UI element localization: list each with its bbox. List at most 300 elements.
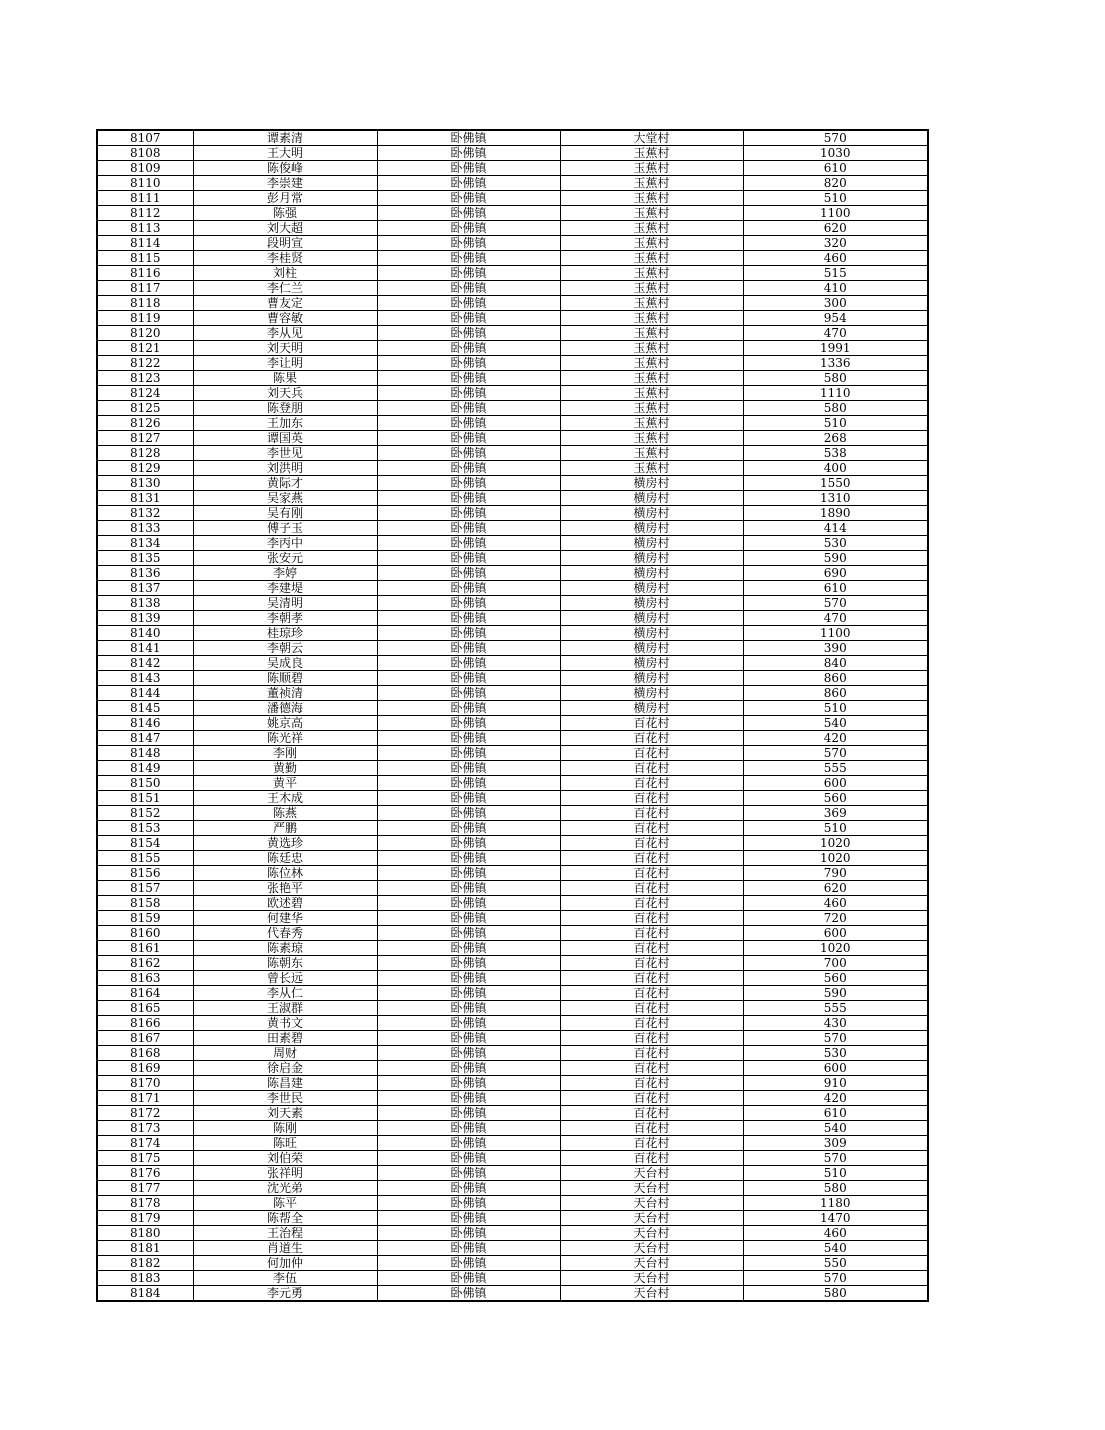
- row-number-cell: 8168: [97, 1046, 193, 1061]
- village-cell: 横房村: [560, 641, 743, 656]
- name-cell: 严鹏: [193, 821, 377, 836]
- row-number-cell: 8119: [97, 311, 193, 326]
- town-cell: 卧佛镇: [377, 130, 560, 146]
- village-cell: 百花村: [560, 821, 743, 836]
- amount-cell: 560: [743, 791, 928, 806]
- row-number-cell: 8164: [97, 986, 193, 1001]
- town-cell: 卧佛镇: [377, 266, 560, 281]
- village-cell: 玉蕉村: [560, 386, 743, 401]
- town-cell: 卧佛镇: [377, 881, 560, 896]
- table-row: [97, 836, 928, 851]
- table-row: [97, 1286, 928, 1302]
- village-cell: 百花村: [560, 1001, 743, 1016]
- table-body: [97, 130, 928, 1301]
- table-row: [97, 401, 928, 416]
- table-row: [97, 311, 928, 326]
- table-row: [97, 911, 928, 926]
- town-cell: 卧佛镇: [377, 761, 560, 776]
- name-cell: 陈燕: [193, 806, 377, 821]
- name-cell: 刘天明: [193, 341, 377, 356]
- village-cell: 百花村: [560, 911, 743, 926]
- amount-cell: 570: [743, 1151, 928, 1166]
- amount-cell: 555: [743, 761, 928, 776]
- amount-cell: 820: [743, 176, 928, 191]
- row-number-cell: 8118: [97, 296, 193, 311]
- row-number-cell: 8178: [97, 1196, 193, 1211]
- row-number-cell: 8139: [97, 611, 193, 626]
- name-cell: 董祯清: [193, 686, 377, 701]
- amount-cell: 580: [743, 1286, 928, 1302]
- table-row: [97, 1001, 928, 1016]
- name-cell: 徐启金: [193, 1061, 377, 1076]
- amount-cell: 410: [743, 281, 928, 296]
- town-cell: 卧佛镇: [377, 1196, 560, 1211]
- town-cell: 卧佛镇: [377, 1271, 560, 1286]
- table-row: [97, 596, 928, 611]
- name-cell: 黄书文: [193, 1016, 377, 1031]
- table-row: [97, 1031, 928, 1046]
- name-cell: 谭素清: [193, 130, 377, 146]
- name-cell: 李丙中: [193, 536, 377, 551]
- village-cell: 玉蕉村: [560, 191, 743, 206]
- village-cell: 玉蕉村: [560, 296, 743, 311]
- village-cell: 玉蕉村: [560, 146, 743, 161]
- village-cell: 玉蕉村: [560, 326, 743, 341]
- table-row: [97, 386, 928, 401]
- name-cell: 李世见: [193, 446, 377, 461]
- amount-cell: 580: [743, 371, 928, 386]
- amount-cell: 560: [743, 971, 928, 986]
- row-number-cell: 8181: [97, 1241, 193, 1256]
- amount-cell: 390: [743, 641, 928, 656]
- town-cell: 卧佛镇: [377, 626, 560, 641]
- amount-cell: 510: [743, 1166, 928, 1181]
- name-cell: 陈平: [193, 1196, 377, 1211]
- amount-cell: 840: [743, 656, 928, 671]
- name-cell: 桂琼珍: [193, 626, 377, 641]
- town-cell: 卧佛镇: [377, 251, 560, 266]
- table-row: [97, 566, 928, 581]
- village-cell: 百花村: [560, 851, 743, 866]
- name-cell: 吴有刚: [193, 506, 377, 521]
- village-cell: 天台村: [560, 1166, 743, 1181]
- table-row: [97, 941, 928, 956]
- row-number-cell: 8150: [97, 776, 193, 791]
- name-cell: 曹友定: [193, 296, 377, 311]
- row-number-cell: 8124: [97, 386, 193, 401]
- amount-cell: 954: [743, 311, 928, 326]
- table-row: [97, 626, 928, 641]
- table-row: [97, 146, 928, 161]
- row-number-cell: 8151: [97, 791, 193, 806]
- table-row: [97, 971, 928, 986]
- row-number-cell: 8147: [97, 731, 193, 746]
- name-cell: 沈光弟: [193, 1181, 377, 1196]
- name-cell: 吴成良: [193, 656, 377, 671]
- table-row: [97, 221, 928, 236]
- village-cell: 玉蕉村: [560, 266, 743, 281]
- town-cell: 卧佛镇: [377, 431, 560, 446]
- row-number-cell: 8158: [97, 896, 193, 911]
- table-row: [97, 326, 928, 341]
- row-number-cell: 8145: [97, 701, 193, 716]
- row-number-cell: 8173: [97, 1121, 193, 1136]
- village-cell: 横房村: [560, 581, 743, 596]
- amount-cell: 1180: [743, 1196, 928, 1211]
- amount-cell: 1100: [743, 206, 928, 221]
- village-cell: 横房村: [560, 626, 743, 641]
- town-cell: 卧佛镇: [377, 461, 560, 476]
- row-number-cell: 8144: [97, 686, 193, 701]
- row-number-cell: 8127: [97, 431, 193, 446]
- town-cell: 卧佛镇: [377, 1121, 560, 1136]
- row-number-cell: 8172: [97, 1106, 193, 1121]
- town-cell: 卧佛镇: [377, 806, 560, 821]
- village-cell: 横房村: [560, 656, 743, 671]
- amount-cell: 460: [743, 896, 928, 911]
- village-cell: 玉蕉村: [560, 461, 743, 476]
- table-row: [97, 1136, 928, 1151]
- name-cell: 傅子玉: [193, 521, 377, 536]
- village-cell: 百花村: [560, 956, 743, 971]
- amount-cell: 600: [743, 926, 928, 941]
- village-cell: 玉蕉村: [560, 311, 743, 326]
- town-cell: 卧佛镇: [377, 866, 560, 881]
- name-cell: 陈帮全: [193, 1211, 377, 1226]
- amount-cell: 510: [743, 701, 928, 716]
- village-cell: 横房村: [560, 521, 743, 536]
- town-cell: 卧佛镇: [377, 896, 560, 911]
- town-cell: 卧佛镇: [377, 206, 560, 221]
- town-cell: 卧佛镇: [377, 656, 560, 671]
- name-cell: 陈朝东: [193, 956, 377, 971]
- town-cell: 卧佛镇: [377, 716, 560, 731]
- table-row: [97, 806, 928, 821]
- table-row: [97, 746, 928, 761]
- village-cell: 横房村: [560, 701, 743, 716]
- table-row: [97, 731, 928, 746]
- town-cell: 卧佛镇: [377, 371, 560, 386]
- village-cell: 横房村: [560, 611, 743, 626]
- name-cell: 刘洪明: [193, 461, 377, 476]
- name-cell: 王治程: [193, 1226, 377, 1241]
- table-row: [97, 1121, 928, 1136]
- town-cell: 卧佛镇: [377, 1016, 560, 1031]
- row-number-cell: 8167: [97, 1031, 193, 1046]
- village-cell: 百花村: [560, 896, 743, 911]
- amount-cell: 1890: [743, 506, 928, 521]
- table-row: [97, 1226, 928, 1241]
- amount-cell: 530: [743, 536, 928, 551]
- name-cell: 刘伯荣: [193, 1151, 377, 1166]
- table-row: [97, 821, 928, 836]
- town-cell: 卧佛镇: [377, 401, 560, 416]
- row-number-cell: 8159: [97, 911, 193, 926]
- town-cell: 卧佛镇: [377, 1136, 560, 1151]
- amount-cell: 515: [743, 266, 928, 281]
- name-cell: 陈素琼: [193, 941, 377, 956]
- row-number-cell: 8113: [97, 221, 193, 236]
- town-cell: 卧佛镇: [377, 971, 560, 986]
- row-number-cell: 8183: [97, 1271, 193, 1286]
- name-cell: 张艳平: [193, 881, 377, 896]
- village-cell: 天台村: [560, 1256, 743, 1271]
- row-number-cell: 8138: [97, 596, 193, 611]
- name-cell: 李伍: [193, 1271, 377, 1286]
- village-cell: 百花村: [560, 986, 743, 1001]
- amount-cell: 460: [743, 1226, 928, 1241]
- table-row: [97, 130, 928, 146]
- row-number-cell: 8141: [97, 641, 193, 656]
- amount-cell: 1336: [743, 356, 928, 371]
- town-cell: 卧佛镇: [377, 191, 560, 206]
- name-cell: 李让明: [193, 356, 377, 371]
- table-row: [97, 281, 928, 296]
- town-cell: 卧佛镇: [377, 776, 560, 791]
- row-number-cell: 8142: [97, 656, 193, 671]
- amount-cell: 860: [743, 671, 928, 686]
- table-row: [97, 1211, 928, 1226]
- name-cell: 李朝孝: [193, 611, 377, 626]
- village-cell: 百花村: [560, 971, 743, 986]
- table-row: [97, 686, 928, 701]
- name-cell: 张安元: [193, 551, 377, 566]
- amount-cell: 268: [743, 431, 928, 446]
- name-cell: 何建华: [193, 911, 377, 926]
- town-cell: 卧佛镇: [377, 1226, 560, 1241]
- amount-cell: 570: [743, 1271, 928, 1286]
- table-row: [97, 236, 928, 251]
- village-cell: 天台村: [560, 1241, 743, 1256]
- table-row: [97, 461, 928, 476]
- amount-cell: 570: [743, 746, 928, 761]
- amount-cell: 470: [743, 326, 928, 341]
- table-row: [97, 1016, 928, 1031]
- amount-cell: 420: [743, 731, 928, 746]
- row-number-cell: 8115: [97, 251, 193, 266]
- row-number-cell: 8126: [97, 416, 193, 431]
- amount-cell: 1550: [743, 476, 928, 491]
- row-number-cell: 8135: [97, 551, 193, 566]
- village-cell: 百花村: [560, 1016, 743, 1031]
- name-cell: 陈廷忠: [193, 851, 377, 866]
- name-cell: 何加仲: [193, 1256, 377, 1271]
- row-number-cell: 8165: [97, 1001, 193, 1016]
- town-cell: 卧佛镇: [377, 941, 560, 956]
- table-row: [97, 656, 928, 671]
- name-cell: 周财: [193, 1046, 377, 1061]
- row-number-cell: 8134: [97, 536, 193, 551]
- amount-cell: 570: [743, 1031, 928, 1046]
- row-number-cell: 8109: [97, 161, 193, 176]
- amount-cell: 1100: [743, 626, 928, 641]
- name-cell: 姚京高: [193, 716, 377, 731]
- town-cell: 卧佛镇: [377, 1181, 560, 1196]
- name-cell: 曹容敏: [193, 311, 377, 326]
- town-cell: 卧佛镇: [377, 581, 560, 596]
- table-row: [97, 206, 928, 221]
- name-cell: 黄勤: [193, 761, 377, 776]
- table-row: [97, 1166, 928, 1181]
- amount-cell: 470: [743, 611, 928, 626]
- village-cell: 玉蕉村: [560, 251, 743, 266]
- name-cell: 李婷: [193, 566, 377, 581]
- name-cell: 陈位林: [193, 866, 377, 881]
- table-row: [97, 851, 928, 866]
- name-cell: 彭月常: [193, 191, 377, 206]
- row-number-cell: 8162: [97, 956, 193, 971]
- village-cell: 玉蕉村: [560, 416, 743, 431]
- village-cell: 天台村: [560, 1286, 743, 1302]
- row-number-cell: 8112: [97, 206, 193, 221]
- village-cell: 天台村: [560, 1271, 743, 1286]
- amount-cell: 610: [743, 581, 928, 596]
- table-row: [97, 791, 928, 806]
- amount-cell: 570: [743, 596, 928, 611]
- name-cell: 王木成: [193, 791, 377, 806]
- village-cell: 横房村: [560, 566, 743, 581]
- town-cell: 卧佛镇: [377, 1031, 560, 1046]
- row-number-cell: 8110: [97, 176, 193, 191]
- town-cell: 卧佛镇: [377, 521, 560, 536]
- row-number-cell: 8131: [97, 491, 193, 506]
- table-row: [97, 611, 928, 626]
- table-row: [97, 506, 928, 521]
- name-cell: 陈登朋: [193, 401, 377, 416]
- village-cell: 百花村: [560, 1106, 743, 1121]
- name-cell: 王加东: [193, 416, 377, 431]
- amount-cell: 309: [743, 1136, 928, 1151]
- amount-cell: 430: [743, 1016, 928, 1031]
- town-cell: 卧佛镇: [377, 911, 560, 926]
- town-cell: 卧佛镇: [377, 1106, 560, 1121]
- village-cell: 玉蕉村: [560, 446, 743, 461]
- amount-cell: 720: [743, 911, 928, 926]
- table-row: [97, 1106, 928, 1121]
- village-cell: 百花村: [560, 836, 743, 851]
- town-cell: 卧佛镇: [377, 641, 560, 656]
- name-cell: 肖道生: [193, 1241, 377, 1256]
- amount-cell: 600: [743, 1061, 928, 1076]
- name-cell: 吴清明: [193, 596, 377, 611]
- amount-cell: 510: [743, 416, 928, 431]
- row-number-cell: 8154: [97, 836, 193, 851]
- table-row: [97, 191, 928, 206]
- town-cell: 卧佛镇: [377, 236, 560, 251]
- village-cell: 百花村: [560, 1031, 743, 1046]
- village-cell: 横房村: [560, 551, 743, 566]
- table-row: [97, 671, 928, 686]
- row-number-cell: 8136: [97, 566, 193, 581]
- row-number-cell: 8180: [97, 1226, 193, 1241]
- table-row: [97, 641, 928, 656]
- row-number-cell: 8133: [97, 521, 193, 536]
- table-row: [97, 1151, 928, 1166]
- name-cell: 刘天兵: [193, 386, 377, 401]
- amount-cell: 620: [743, 221, 928, 236]
- row-number-cell: 8121: [97, 341, 193, 356]
- town-cell: 卧佛镇: [377, 416, 560, 431]
- village-cell: 大堂村: [560, 130, 743, 146]
- table-row: [97, 341, 928, 356]
- name-cell: 潘德海: [193, 701, 377, 716]
- village-cell: 百花村: [560, 731, 743, 746]
- town-cell: 卧佛镇: [377, 536, 560, 551]
- town-cell: 卧佛镇: [377, 1076, 560, 1091]
- table-row: [97, 1241, 928, 1256]
- town-cell: 卧佛镇: [377, 1286, 560, 1302]
- town-cell: 卧佛镇: [377, 836, 560, 851]
- amount-cell: 1470: [743, 1211, 928, 1226]
- row-number-cell: 8174: [97, 1136, 193, 1151]
- town-cell: 卧佛镇: [377, 221, 560, 236]
- row-number-cell: 8166: [97, 1016, 193, 1031]
- table-row: [97, 476, 928, 491]
- village-cell: 玉蕉村: [560, 371, 743, 386]
- row-number-cell: 8170: [97, 1076, 193, 1091]
- village-cell: 百花村: [560, 941, 743, 956]
- village-cell: 玉蕉村: [560, 176, 743, 191]
- town-cell: 卧佛镇: [377, 491, 560, 506]
- name-cell: 张祥明: [193, 1166, 377, 1181]
- town-cell: 卧佛镇: [377, 146, 560, 161]
- amount-cell: 1020: [743, 851, 928, 866]
- village-cell: 玉蕉村: [560, 341, 743, 356]
- name-cell: 李崇建: [193, 176, 377, 191]
- town-cell: 卧佛镇: [377, 791, 560, 806]
- table-row: [97, 1271, 928, 1286]
- amount-cell: 510: [743, 191, 928, 206]
- table-row: [97, 581, 928, 596]
- amount-cell: 620: [743, 881, 928, 896]
- amount-cell: 550: [743, 1256, 928, 1271]
- table-row: [97, 896, 928, 911]
- village-cell: 天台村: [560, 1181, 743, 1196]
- town-cell: 卧佛镇: [377, 311, 560, 326]
- row-number-cell: 8163: [97, 971, 193, 986]
- amount-cell: 400: [743, 461, 928, 476]
- row-number-cell: 8169: [97, 1061, 193, 1076]
- name-cell: 王淑群: [193, 1001, 377, 1016]
- row-number-cell: 8143: [97, 671, 193, 686]
- town-cell: 卧佛镇: [377, 851, 560, 866]
- name-cell: 李朝云: [193, 641, 377, 656]
- row-number-cell: 8116: [97, 266, 193, 281]
- table-row: [97, 521, 928, 536]
- row-number-cell: 8160: [97, 926, 193, 941]
- town-cell: 卧佛镇: [377, 731, 560, 746]
- row-number-cell: 8123: [97, 371, 193, 386]
- table-row: [97, 176, 928, 191]
- village-cell: 天台村: [560, 1196, 743, 1211]
- town-cell: 卧佛镇: [377, 1241, 560, 1256]
- row-number-cell: 8152: [97, 806, 193, 821]
- town-cell: 卧佛镇: [377, 701, 560, 716]
- name-cell: 刘大超: [193, 221, 377, 236]
- amount-cell: 540: [743, 716, 928, 731]
- amount-cell: 538: [743, 446, 928, 461]
- town-cell: 卧佛镇: [377, 566, 560, 581]
- amount-cell: 300: [743, 296, 928, 311]
- amount-cell: 1030: [743, 146, 928, 161]
- village-cell: 玉蕉村: [560, 161, 743, 176]
- name-cell: 李从仁: [193, 986, 377, 1001]
- amount-cell: 540: [743, 1241, 928, 1256]
- row-number-cell: 8176: [97, 1166, 193, 1181]
- name-cell: 谭国英: [193, 431, 377, 446]
- town-cell: 卧佛镇: [377, 686, 560, 701]
- name-cell: 李桂贤: [193, 251, 377, 266]
